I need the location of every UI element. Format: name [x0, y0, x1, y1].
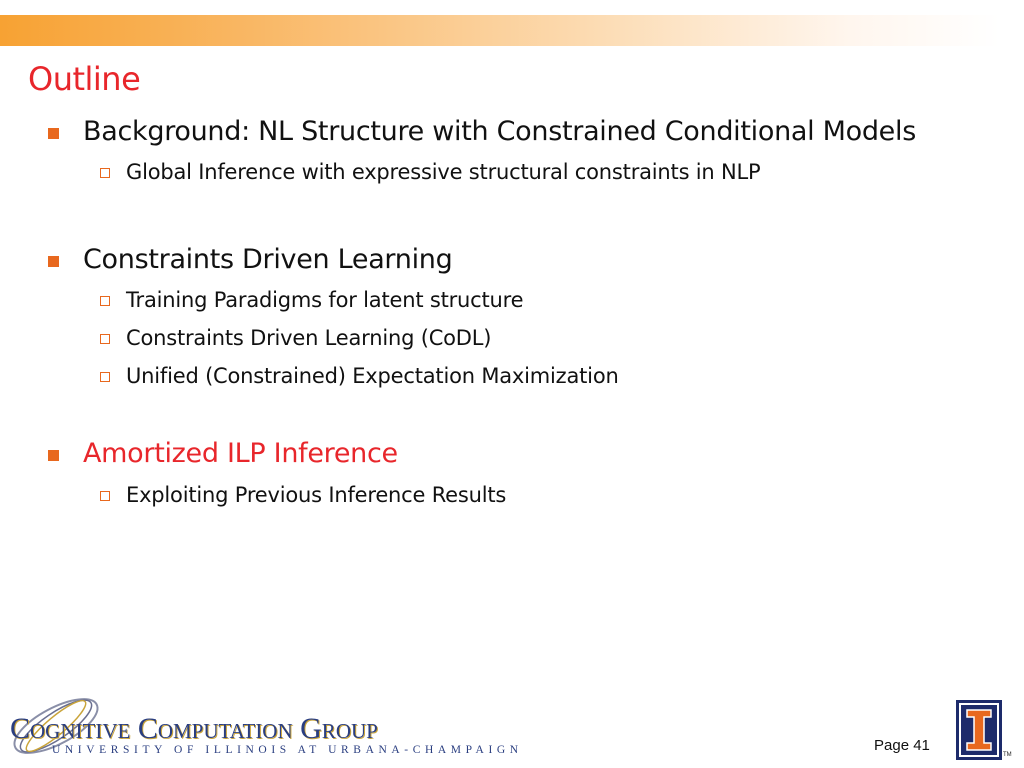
subsection-bullet [100, 364, 619, 388]
hollow-square-bullet-icon [100, 491, 110, 501]
subsection-bullet [100, 160, 760, 184]
illinois-block-i-logo-icon [956, 700, 1002, 760]
subsection-label: Global Inference with expressive structural constraints in NLP [126, 160, 761, 184]
section-label: Constraints Driven Learning [83, 244, 453, 275]
section-bullet [48, 438, 398, 469]
hollow-square-bullet-icon [100, 296, 110, 306]
subsection-bullet [100, 288, 523, 312]
section-bullet [48, 116, 916, 147]
group-name-logo-text: Cognitive Computation Group [10, 712, 378, 745]
subsection-label: Training Paradigms for latent structure [126, 288, 524, 312]
subsection-bullet [100, 326, 491, 350]
square-bullet-icon [48, 450, 59, 461]
subsection-label: Exploiting Previous Inference Results [126, 483, 507, 507]
hollow-square-bullet-icon [100, 372, 110, 382]
subsection-label: Unified (Constrained) Expectation Maximization [126, 364, 619, 388]
subsection-label: Constraints Driven Learning (CoDL) [126, 326, 492, 350]
section-label: Background: NL Structure with Constrained Conditional Models [83, 116, 916, 147]
trademark-mark: TM [1003, 752, 1012, 758]
hollow-square-bullet-icon [100, 334, 110, 344]
square-bullet-icon [48, 256, 59, 267]
hollow-square-bullet-icon [100, 168, 110, 178]
header-gradient-bar [0, 15, 1000, 46]
subsection-bullet [100, 483, 506, 507]
section-label: Amortized ILP Inference [83, 438, 398, 469]
page-number: Page 41 [874, 737, 930, 754]
university-name: UNIVERSITY OF ILLINOIS AT URBANA-CHAMPAIGN [52, 744, 523, 756]
slide-title: Outline [28, 60, 141, 98]
section-bullet [48, 244, 452, 275]
square-bullet-icon [48, 128, 59, 139]
